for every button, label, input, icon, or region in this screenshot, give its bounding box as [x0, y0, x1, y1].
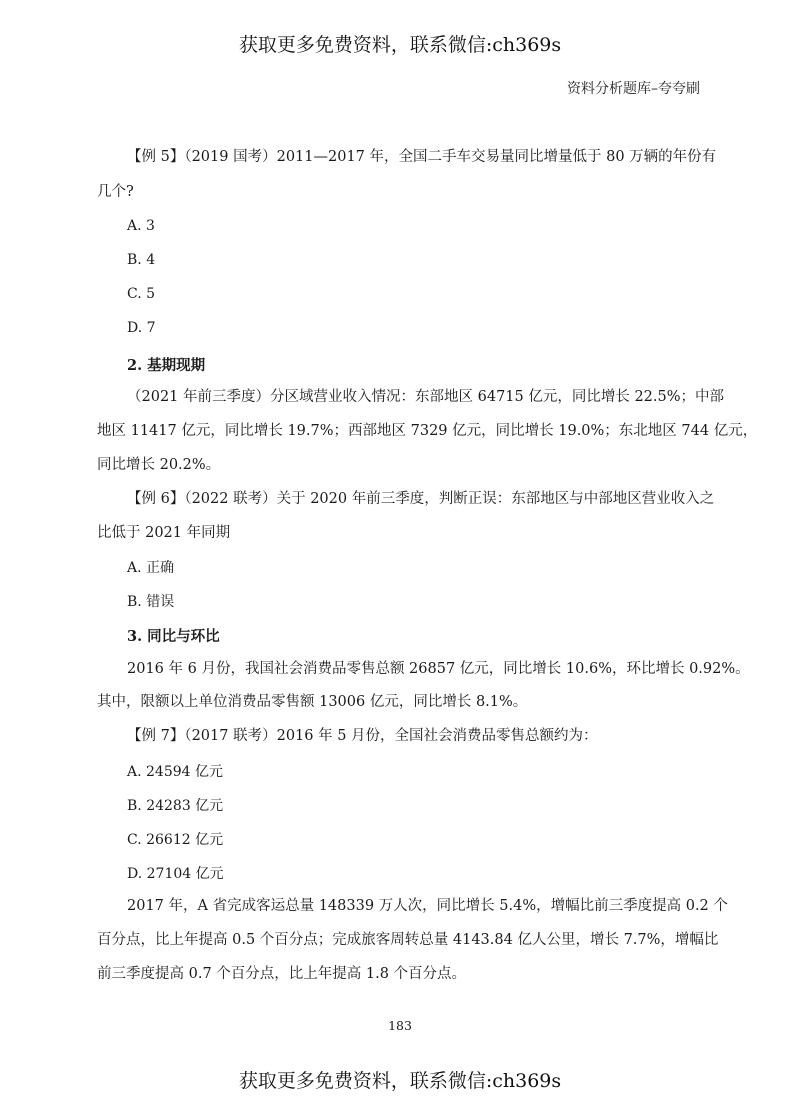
bottom-banner: 获取更多免费资料，联系微信:ch369s: [238, 1070, 562, 1092]
example7-option-d: D. 27104 亿元: [127, 866, 224, 882]
example5-question-line2: 几个?: [97, 184, 134, 200]
running-header: 资料分析题库–夸夸刷: [567, 81, 700, 97]
example7-option-a: A. 24594 亿元: [127, 764, 223, 780]
example6-option-a: A. 正确: [127, 560, 175, 576]
example7-option-b: B. 24283 亿元: [127, 798, 224, 814]
final-para-line1: 2017 年，A 省完成客运总量 148339 万人次，同比增长 5.4%，增幅比前三季度提高 0.2 个: [127, 898, 728, 914]
section3-heading: 3. 同比与环比: [127, 628, 220, 645]
example6-question-line1: 【例 6】（2022 联考）关于 2020 年前三季度，判断正误：东部地区与中部地区营业收入之: [127, 491, 715, 507]
example7-question-line1: 【例 7】（2017 联考）2016 年 5 月份，全国社会消费品零售总额约为：: [127, 728, 598, 744]
final-para-line2: 百分点，比上年提高 0.5 个百分点；完成旅客周转总量 4143.84 亿人公里，增长 7.7%，增幅比: [97, 932, 719, 948]
section3-para-line2: 其中，限额以上单位消费品零售额 13006 亿元，同比增长 8.1%。: [97, 694, 528, 710]
example7-option-c: C. 26612 亿元: [127, 832, 224, 848]
example6-option-b: B. 错误: [127, 594, 175, 610]
example5-option-c: C. 5: [127, 286, 156, 302]
example5-option-b: B. 4: [127, 252, 156, 268]
example5-option-a: A. 3: [127, 218, 155, 234]
example5-question-line1: 【例 5】（2019 国考）2011—2017 年，全国二手车交易量同比增量低于 80 万辆的年份有: [127, 149, 717, 165]
section2-para-line1: （2021 年前三季度）分区域营业收入情况：东部地区 64715 亿元，同比增长 22.5%；中部: [127, 389, 725, 405]
section2-para-line2: 地区 11417 亿元，同比增长 19.7%；西部地区 7329 亿元，同比增长 19.0%；东北地区 744 亿元，: [97, 423, 758, 439]
final-para-line3: 前三季度提高 0.7 个百分点，比上年提高 1.8 个百分点。: [97, 966, 467, 982]
example6-question-line2: 比低于 2021 年同期: [97, 525, 231, 541]
top-banner: 获取更多免费资料，联系微信:ch369s: [238, 34, 562, 56]
page-number: 183: [388, 1018, 412, 1033]
section2-para-line3: 同比增长 20.2%。: [97, 457, 221, 473]
example5-option-d: D. 7: [127, 320, 156, 336]
section3-para-line1: 2016 年 6 月份，我国社会消费品零售总额 26857 亿元，同比增长 10.6%，环比增长 0.92%。: [127, 661, 750, 677]
section2-heading: 2. 基期现期: [127, 357, 206, 374]
